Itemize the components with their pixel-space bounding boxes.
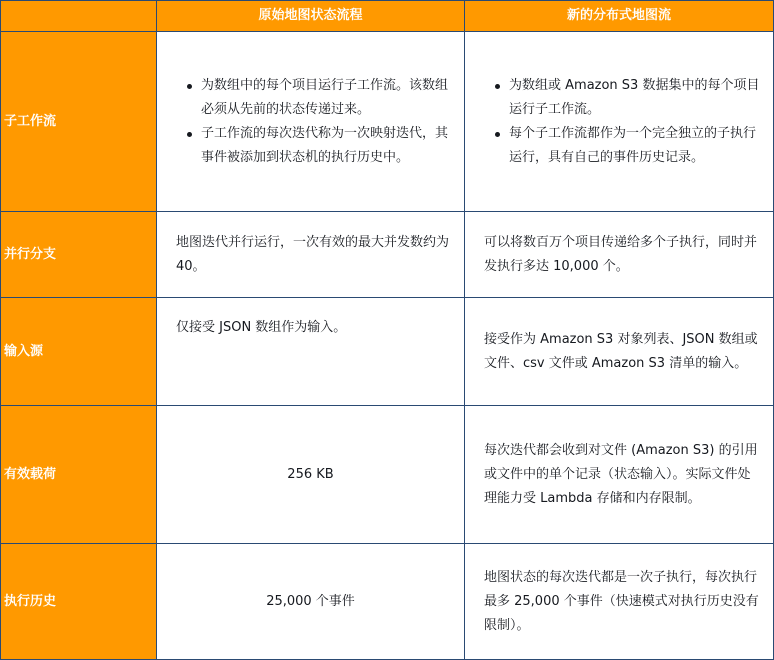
- list-item: 为数组或 Amazon S3 数据集中的每个项目运行子工作流。: [509, 74, 761, 122]
- cell-text: 256 KB: [287, 466, 334, 482]
- list-item: 为数组中的每个项目运行子工作流。该数组必须从先前的状态传递过来。: [201, 74, 452, 122]
- row-label-payload: 有效载荷: [1, 406, 157, 544]
- original-cell-input-source: [157, 298, 465, 406]
- col-header-distributed-map: 新的分布式地图流: [465, 1, 774, 32]
- row-label-input-source: 输入源: [1, 298, 157, 406]
- cell-text: 25,000 个事件: [266, 593, 355, 609]
- cell-text: 每次迭代都会收到对文件 (Amazon S3) 的引用或文件中的单个记录（状态输入）。实际文件处理能力受 Lambda 存储和内存限制。: [484, 442, 758, 506]
- cell-text: 可以将数百万个项目传递给多个子执行，同时并发执行多达 10,000 个。: [484, 234, 758, 274]
- bullet-list: [484, 74, 761, 170]
- table-row: [1, 32, 774, 212]
- table-row: [1, 406, 774, 544]
- header-row: [1, 1, 774, 32]
- table-row: [1, 212, 774, 298]
- distributed-cell-payload: [465, 406, 774, 544]
- distributed-cell-child-workflow: [465, 32, 774, 212]
- cell-text: 接受作为 Amazon S3 对象列表、JSON 数组或文件、csv 文件或 Amazon S3 清单的输入。: [484, 331, 758, 371]
- col-header-original-map: 原始地图状态流程: [157, 1, 465, 32]
- list-item: 子工作流的每次迭代称为一次映射迭代，其事件被添加到状态机的执行历史中。: [201, 122, 452, 170]
- row-label-parallel-branches: 并行分支: [1, 212, 157, 298]
- cell-text: 仅接受 JSON 数组作为输入。: [176, 320, 347, 335]
- original-cell-payload: [157, 406, 465, 544]
- row-label-execution-history: 执行历史: [1, 544, 157, 660]
- corner-header: [1, 1, 157, 32]
- original-cell-child-workflow: [157, 32, 465, 212]
- row-label-child-workflow: 子工作流: [1, 32, 157, 212]
- distributed-cell-parallel-branches: [465, 212, 774, 298]
- bullet-list: [176, 74, 452, 170]
- cell-text: 地图迭代并行运行，一次有效的最大并发数约为 40。: [176, 234, 450, 274]
- original-cell-execution-history: [157, 544, 465, 660]
- distributed-cell-execution-history: [465, 544, 774, 660]
- distributed-cell-input-source: [465, 298, 774, 406]
- original-cell-parallel-branches: [157, 212, 465, 298]
- list-item: 每个子工作流都作为一个完全独立的子执行运行，具有自己的事件历史记录。: [509, 122, 761, 170]
- table-row: [1, 544, 774, 660]
- table-row: [1, 298, 774, 406]
- cell-text: 地图状态的每次迭代都是一次子执行，每次执行最多 25,000 个事件（快速模式对执行历史没有限制）。: [484, 569, 759, 633]
